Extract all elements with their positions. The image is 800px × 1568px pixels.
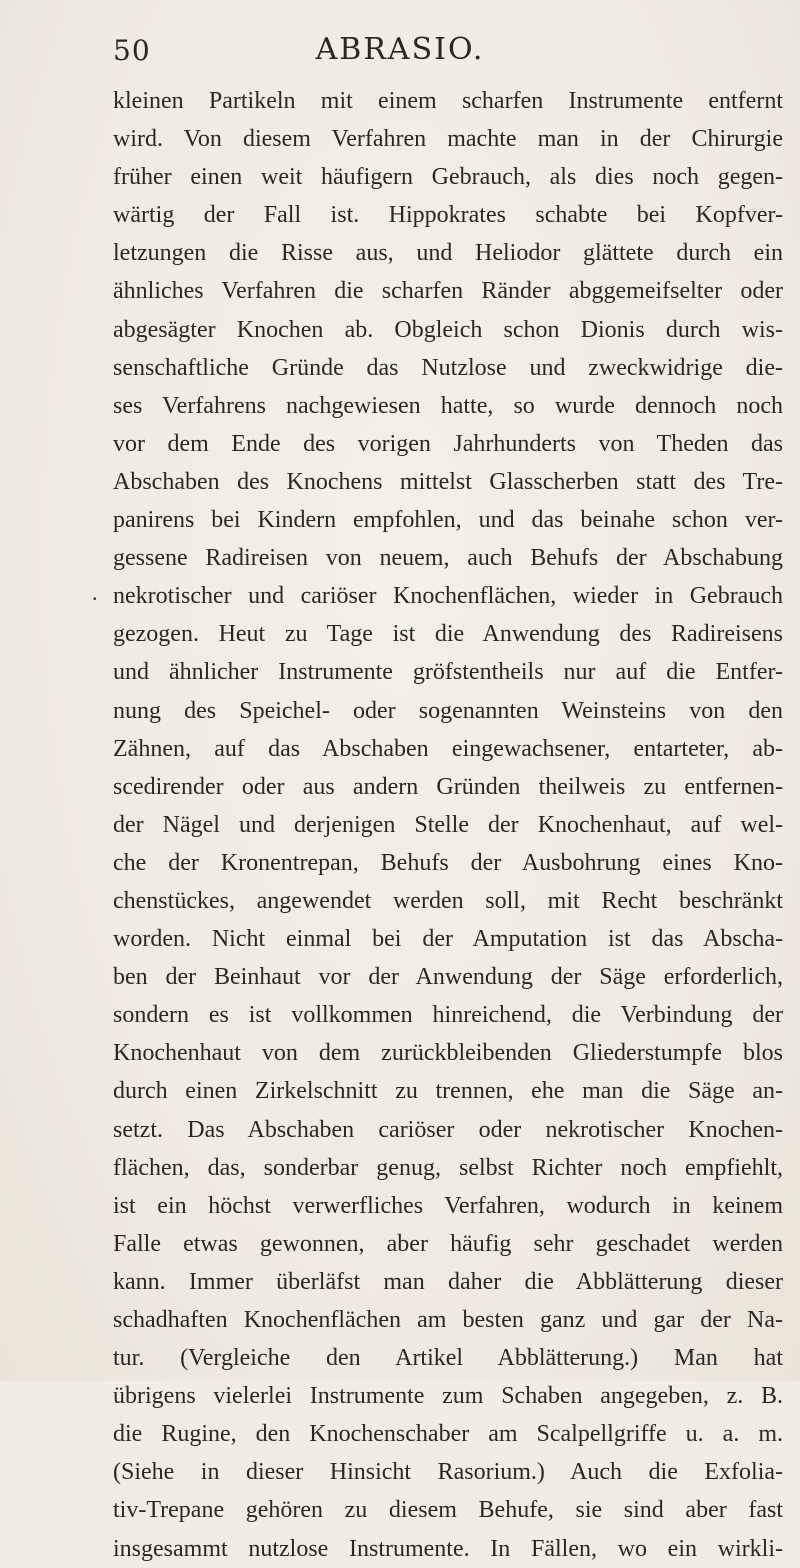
margin-mark: . bbox=[92, 580, 98, 605]
text-line: übrigens vielerlei Instrumente zum Schaben angegeben, z. B. bbox=[113, 1383, 783, 1410]
text-line: Zähnen, auf das Abschaben eingewachsener, entarteter, ab- bbox=[113, 735, 783, 762]
text-line: früher einen weit häufigern Gebrauch, als dies noch gegen- bbox=[113, 164, 783, 191]
text-line: worden. Nicht einmal bei der Amputation ist das Abscha- bbox=[113, 926, 783, 953]
text-line: Abschaben des Knochens mittelst Glasscherben statt des Tre- bbox=[113, 468, 783, 495]
text-line: Knochenhaut von dem zurückbleibenden Gliederstumpfe blos bbox=[113, 1040, 783, 1067]
text-line: kleinen Partikeln mit einem scharfen Instrumente entfernt bbox=[113, 88, 783, 114]
running-head: ABRASIO. bbox=[315, 32, 485, 67]
text-line: tur. (Vergleiche den Artikel Abblätterung.) Man hat bbox=[113, 1345, 783, 1372]
text-line: sondern es ist vollkommen hinreichend, die Verbindung der bbox=[113, 1002, 783, 1029]
text-line: gezogen. Heut zu Tage ist die Anwendung des Radireisens bbox=[113, 621, 783, 648]
text-line: abgesägter Knochen ab. Obgleich schon Dionis durch wis- bbox=[113, 316, 783, 343]
text-line: durch einen Zirkelschnitt zu trennen, ehe man die Säge an- bbox=[113, 1078, 783, 1105]
text-line: che der Kronentrepan, Behufs der Ausbohrung eines Kno- bbox=[113, 849, 783, 876]
text-line: der Nägel und derjenigen Stelle der Knochenhaut, auf wel- bbox=[113, 811, 783, 838]
text-line: ses Verfahrens nachgewiesen hatte, so wurde dennoch noch bbox=[113, 392, 783, 419]
body-text bbox=[113, 82, 783, 1568]
text-line: letzungen die Risse aus, und Heliodor glättete durch ein bbox=[113, 240, 783, 267]
text-line: (Siehe in dieser Hinsicht Rasorium.) Auch die Exfolia- bbox=[113, 1459, 783, 1486]
text-line: schadhaften Knochenflächen am besten ganz und gar der Na- bbox=[113, 1307, 783, 1333]
page-header bbox=[0, 30, 800, 74]
text-line: kann. Immer überläfst man daher die Abblätterung dieser bbox=[113, 1268, 783, 1295]
text-line: flächen, das, sonderbar genug, selbst Richter noch empfiehlt, bbox=[113, 1154, 783, 1181]
text-line: insgesammt nutzlose Instrumente. In Fällen, wo ein wirkli- bbox=[113, 1535, 783, 1562]
text-line: chenstückes, angewendet werden soll, mit Recht beschränkt bbox=[113, 887, 783, 914]
text-line: tiv-Trepane gehören zu diesem Behufe, sie sind aber fast bbox=[113, 1497, 783, 1524]
text-line: vor dem Ende des vorigen Jahrhunderts von Theden das bbox=[113, 430, 783, 457]
text-line: und ähnlicher Instrumente gröfstentheils nur auf die Entfer- bbox=[113, 659, 783, 686]
text-line: die Rugine, den Knochenschaber am Scalpellgriffe u. a. m. bbox=[113, 1421, 783, 1448]
text-line: senschaftliche Gründe das Nutzlose und zweckwidrige die- bbox=[113, 354, 783, 381]
page-number: 50 bbox=[113, 34, 151, 67]
text-line: ist ein höchst verwerfliches Verfahren, wodurch in keinem bbox=[113, 1192, 783, 1219]
text-line: nung des Speichel- oder sogenannten Weinsteins von den bbox=[113, 697, 783, 724]
text-line: gessene Radireisen von neuem, auch Behufs der Abschabung bbox=[113, 545, 783, 572]
text-line: setzt. Das Abschaben cariöser oder nekrotischer Knochen- bbox=[113, 1116, 783, 1143]
text-line: ben der Beinhaut vor der Anwendung der Säge erforderlich, bbox=[113, 964, 783, 991]
text-line: scedirender oder aus andern Gründen theilweis zu entfernen- bbox=[113, 773, 783, 800]
text-line: nekrotischer und cariöser Knochenflächen, wieder in Gebrauch bbox=[113, 583, 783, 610]
text-line: panirens bei Kindern empfohlen, und das beinahe schon ver- bbox=[113, 507, 783, 534]
text-line: wärtig der Fall ist. Hippokrates schabte bei Kopfver- bbox=[113, 202, 783, 229]
text-line: wird. Von diesem Verfahren machte man in der Chirurgie bbox=[113, 126, 783, 153]
text-line: Falle etwas gewonnen, aber häufig sehr geschadet werden bbox=[113, 1230, 783, 1257]
text-line: ähnliches Verfahren die scharfen Ränder abggemeifselter oder bbox=[113, 278, 783, 305]
